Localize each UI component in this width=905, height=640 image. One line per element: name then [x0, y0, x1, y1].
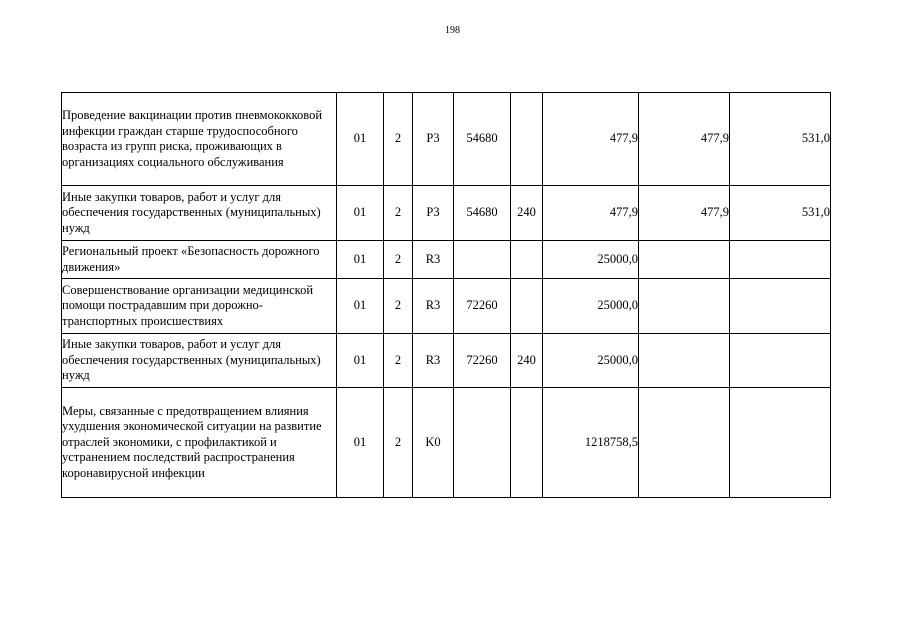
amount-1-cell: 1218758,5 [543, 388, 639, 498]
amount-1-cell: 25000,0 [543, 241, 639, 279]
table-row [62, 186, 831, 241]
amount-2-cell [639, 279, 730, 334]
project-code-cell: P3 [413, 186, 454, 241]
subprogram-code-cell: 2 [384, 334, 413, 388]
ministry-code-cell: 01 [337, 93, 384, 186]
amount-2-cell: 477,9 [639, 186, 730, 241]
amount-3-cell [730, 388, 831, 498]
ministry-code-cell: 01 [337, 186, 384, 241]
amount-1-cell: 25000,0 [543, 279, 639, 334]
direction-code-cell: 72260 [454, 279, 511, 334]
amount-3-cell [730, 334, 831, 388]
expense-type-cell [511, 93, 543, 186]
row-name-cell: Иные закупки товаров, работ и услуг для обеспечения государственных (муниципальных) нужд [62, 186, 337, 241]
subprogram-code-cell: 2 [384, 279, 413, 334]
amount-2-cell [639, 241, 730, 279]
row-name-cell: Меры, связанные с предотвращением влияния ухудшения экономической ситуации на развитие отраслей экономики, с профилактикой и устранением последствий распространения коронавирусной инфекции [62, 388, 337, 498]
direction-code-cell: 54680 [454, 186, 511, 241]
project-code-cell: P3 [413, 93, 454, 186]
amount-3-cell: 531,0 [730, 186, 831, 241]
subprogram-code-cell: 2 [384, 93, 413, 186]
ministry-code-cell: 01 [337, 241, 384, 279]
direction-code-cell: 54680 [454, 93, 511, 186]
table-row [62, 388, 831, 498]
project-code-cell: R3 [413, 241, 454, 279]
amount-3-cell: 531,0 [730, 93, 831, 186]
table-row [62, 279, 831, 334]
amount-1-cell: 477,9 [543, 186, 639, 241]
project-code-cell: K0 [413, 388, 454, 498]
table-row [62, 334, 831, 388]
row-name-cell: Региональный проект «Безопасность дорожного движения» [62, 241, 337, 279]
ministry-code-cell: 01 [337, 279, 384, 334]
expense-type-cell: 240 [511, 186, 543, 241]
direction-code-cell: 72260 [454, 334, 511, 388]
expense-type-cell [511, 241, 543, 279]
direction-code-cell [454, 241, 511, 279]
table-row [62, 93, 831, 186]
amount-2-cell [639, 334, 730, 388]
ministry-code-cell: 01 [337, 334, 384, 388]
amount-2-cell: 477,9 [639, 93, 730, 186]
expense-type-cell: 240 [511, 334, 543, 388]
amount-3-cell [730, 279, 831, 334]
amount-3-cell [730, 241, 831, 279]
row-name-cell: Совершенствование организации медицинской помощи пострадавшим при дорожно-транспортных происшествиях [62, 279, 337, 334]
project-code-cell: R3 [413, 334, 454, 388]
ministry-code-cell: 01 [337, 388, 384, 498]
subprogram-code-cell: 2 [384, 186, 413, 241]
row-name-cell: Иные закупки товаров, работ и услуг для обеспечения государственных (муниципальных) нужд [62, 334, 337, 388]
expense-type-cell [511, 388, 543, 498]
subprogram-code-cell: 2 [384, 241, 413, 279]
row-name-cell: Проведение вакцинации против пневмококковой инфекции граждан старше трудоспособного возраста из групп риска, проживающих в организациях социального обслуживания [62, 93, 337, 186]
amount-1-cell: 477,9 [543, 93, 639, 186]
budget-table [61, 92, 831, 498]
project-code-cell: R3 [413, 279, 454, 334]
amount-2-cell [639, 388, 730, 498]
expense-type-cell [511, 279, 543, 334]
amount-1-cell: 25000,0 [543, 334, 639, 388]
subprogram-code-cell: 2 [384, 388, 413, 498]
page-number: 198 [445, 25, 460, 36]
table-row [62, 241, 831, 279]
direction-code-cell [454, 388, 511, 498]
